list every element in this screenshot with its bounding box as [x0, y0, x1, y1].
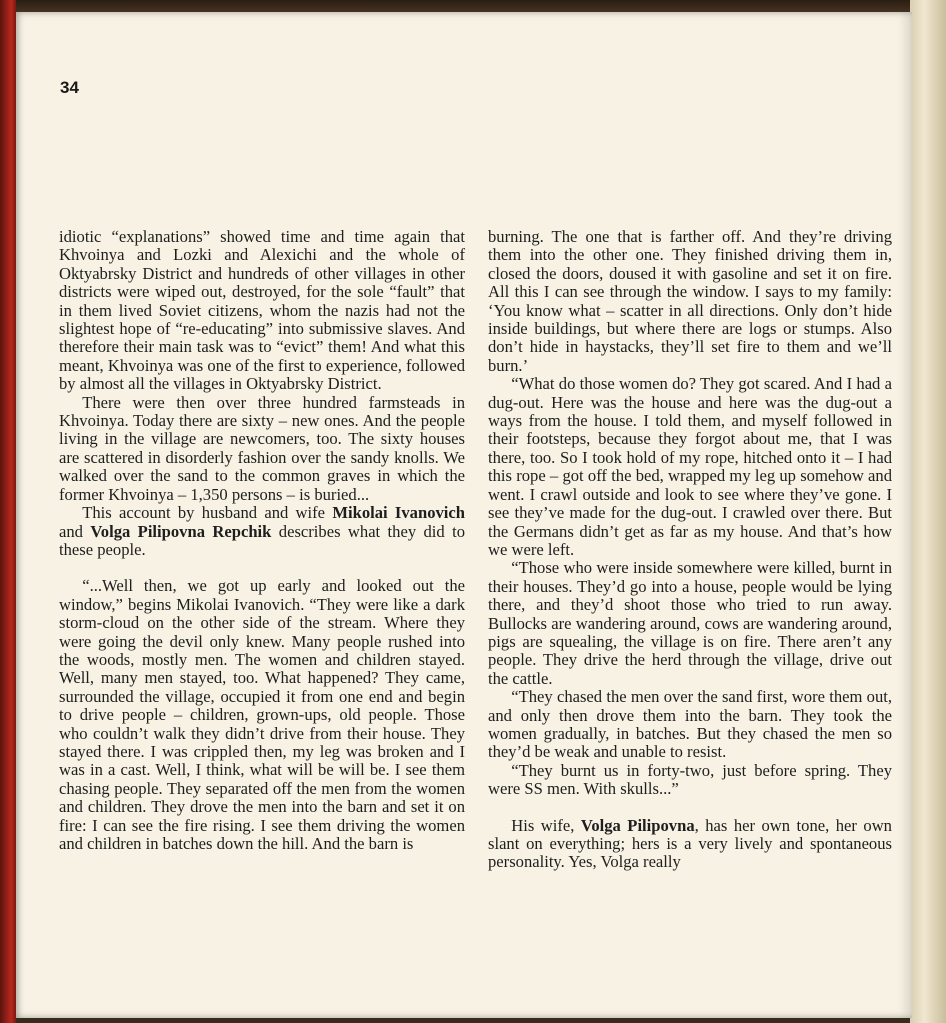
paragraph: idiotic “explanations” showed time and time again that Khvoinya and Lozki and Alexichi and the whole of Oktyabrsky District and hundreds of other villages in other districts were wiped out, destroyed, for the sole “fault” that in them lived Soviet citizens, whom the nazis had not the slightest hope of “re-educating” into submissive slaves. And therefore their main task was to “evict” them! And what this meant, Khvoinya was one of the first to experience, followed by almost all the villages in Oktyabrsky District. — [59, 227, 465, 394]
person-name: Mikolai Ivanovich — [332, 503, 465, 523]
page-stack-edge — [910, 0, 946, 1023]
paragraph: His wife, Volga Pilipovna, has her own tone, her own slant on everything; hers is a very lively and spontaneous personality. Yes, Volga really — [488, 815, 892, 872]
right-column — [488, 228, 892, 872]
book-page — [16, 12, 912, 1018]
book-cover-edge — [0, 0, 16, 1023]
person-name: Volga Pilipovna Repchik — [90, 521, 272, 541]
paragraph: “What do those women do? They got scared. And I had a dug-out. Here was the house and here was the dug-out a ways from the house. I told them, and myself followed in their footsteps, because they forgot about me, that I was there, too. So I took hold of my rope, hitched onto it – I had this rope – got off the bed, wrapped my leg up somehow and went. I crawl outside and look to see where they’ve gone. I see they’ve made for the dug-out. I crawled over there. But the Germans didn’t get as far as my house. And that’s how we were left. — [488, 374, 892, 559]
paragraph: There were then over three hundred farmsteads in Khvoinya. Today there are sixty – new ones. And the people living in the village are newcomers, too. The sixty houses are scattered in disorderly fashion over the sandy knolls. We walked over the sand to the common graves in which the former Khvoinya – 1,350 persons – is buried... — [59, 392, 465, 504]
paragraph: “They burnt us in forty-two, just before spring. They were SS men. With skulls...” — [488, 760, 892, 799]
page-number: 34 — [60, 78, 79, 97]
paragraph: “Those who were inside somewhere were killed, burnt in their houses. They’d go into a house, people would be lying there, and they’d shoot those who tried to run away. Bullocks are wandering around, cows are wandering around, pigs are squealing, the village is on fire. There aren’t any people. They drive the herd through the village, drive out the cattle. — [488, 558, 892, 688]
paragraph: “...Well then, we got up early and looked out the window,” begins Mikolai Ivanovich. “They were like a dark storm-cloud on the other side of the stream. Where they were going the devil only knew. Many people rushed into the woods, mostly men. The women and children stayed. Well, many men stayed, too. What happened? They came, surrounded the village, occupied it from one end and begin to drive people – children, grown-ups, old people. Those who couldn’t walk they didn’t drive from their house. They stayed there. I was crippled then, my leg was broken and I was in a cast. Well, I think, what will be will be. I see them chasing people. They separated off the men from the women and children. They drove the men into the barn and set it on fire: I can see the fire rising. I see them driving the women and children in batches down the hill. And the barn is — [59, 576, 465, 853]
person-name: Volga Pilipovna — [580, 815, 695, 835]
paragraph: “They chased the men over the sand first, wore them out, and only then drove them into the barn. They took the women gradually, in batches. But they chased the men so they’d be weak and unable to resist. — [488, 687, 892, 762]
left-column — [59, 228, 465, 853]
paragraph: burning. The one that is farther off. And they’re driving them into the other one. They finished driving them in, closed the doors, doused it with gasoline and set it on fire. All this I can see through the window. I says to my family: ‘You know what – scatter in all directions. Only don’t hide inside buildings, but where there are logs or stumps. Also don’t hide in haystacks, they’ll set fire to them and we’ll burn.’ — [488, 227, 892, 375]
paragraph: This account by husband and wife Mikolai Ivanovich and Volga Pilipovna Repchik describes what they did to these people. — [59, 503, 465, 559]
